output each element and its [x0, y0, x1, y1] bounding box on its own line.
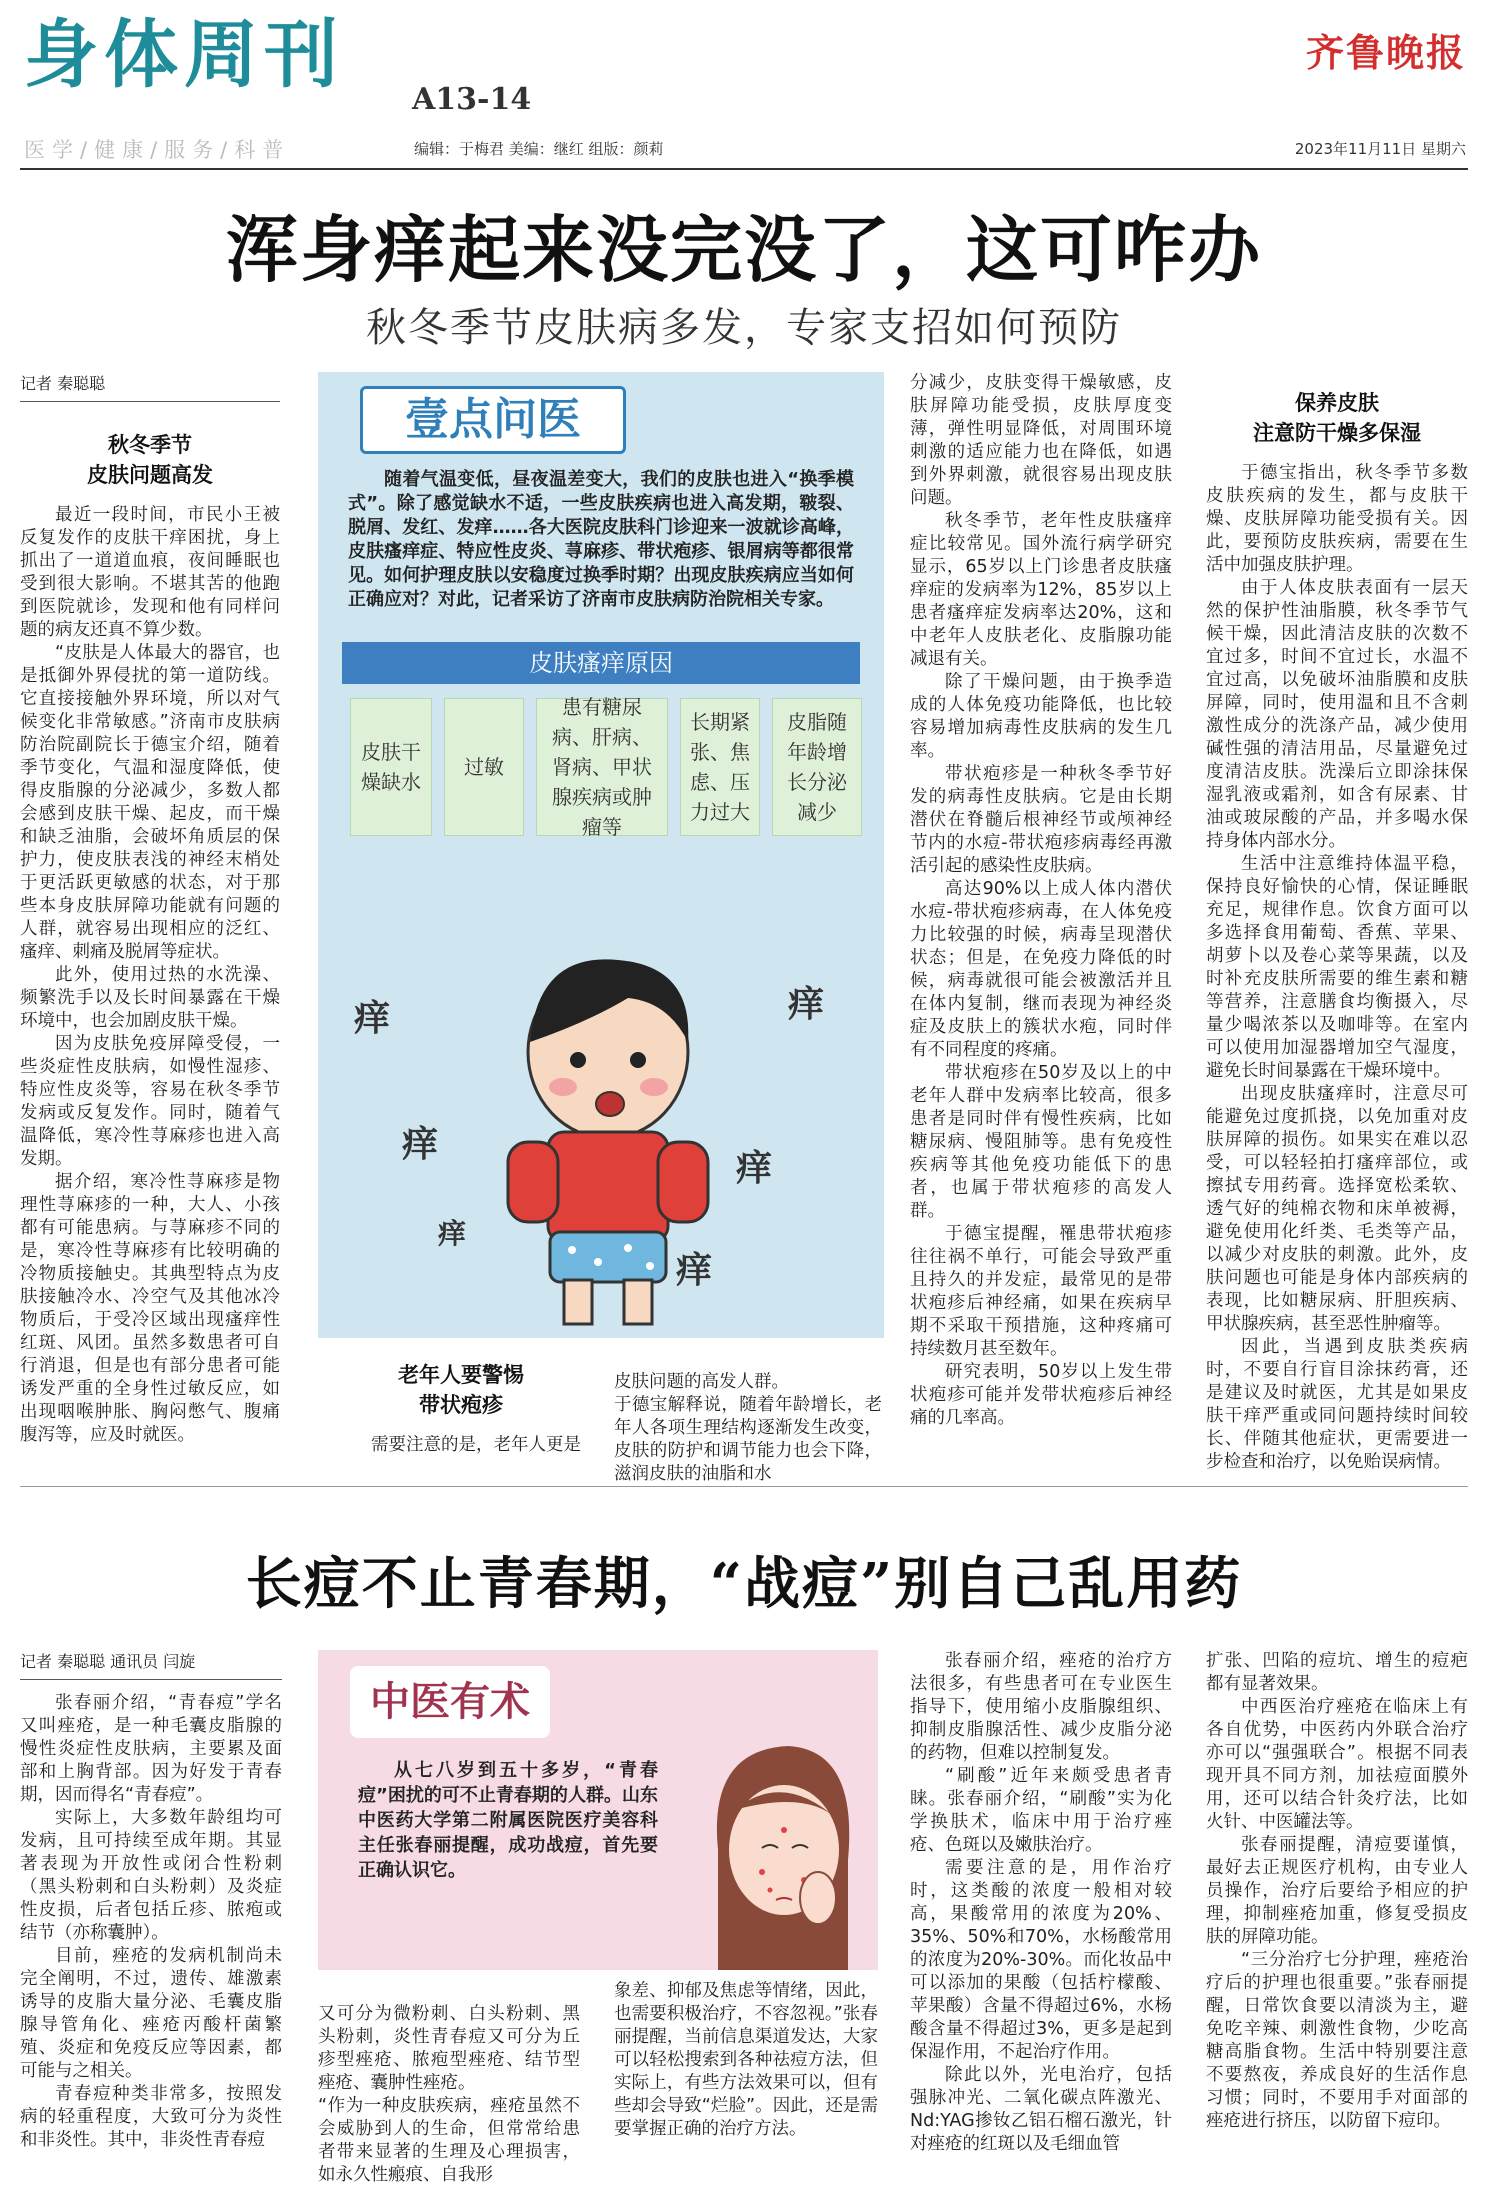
paragraph: “皮肤是人体最大的器官，也是抵御外界侵扰的第一道防线。它直接接触外界环境，所以对气候变化非常敏感。”济南市皮肤病防治院副院长于德宝介绍，随着季节变化，气温和湿度降低，使得皮脂腺的分泌减少，多数人都会感到皮肤干燥、起皮，而干燥和缺乏油脂，会破坏角质层的保护力，使皮肤表浅的神经末梢处于更活跃更敏感的状态，对于那些本身皮肤屏障功能就有问题的人群，就容易出现相应的泛红、瘙痒、刺痛及脱屑等症状。 [20, 643, 280, 962]
paragraph: 中西医治疗痤疮在临床上有各自优势，中医药内外联合治疗亦可以“强强联合”。根据不同表现开具不同方剂，加祛痘面膜外用，还可以结合针灸疗法，比如火针、中医罐法等。 [1206, 1697, 1468, 1832]
article1-subhead: 秋冬季节皮肤病多发，专家支招如何预防 [366, 305, 1122, 351]
cause-disease: 患有糖尿病、肝病、肾病、甲状腺疾病或肿瘤等 [536, 698, 668, 836]
section-heading-autumn: 秋冬季节 皮肤问题高发 [87, 433, 213, 487]
paragraph: 除此以外，光电治疗，包括强脉冲光、二氧化碳点阵激光、Nd:YAG掺钕乙铝石榴石激光，针对痤疮的红斑以及毛细血管 [910, 2065, 1172, 2154]
paragraph: “刷酸”近年来颇受患者青睐。张春丽介绍，“刷酸”实为化学换肤术，临床中用于治疗痤疮、色斑以及嫩肤治疗。 [910, 1766, 1172, 1855]
article2-column-5 [1206, 1650, 1468, 2170]
cause-allergy: 过敏 [444, 698, 524, 836]
paragraph: 张春丽介绍，“青春痘”学名又叫痤疮，是一种毛囊皮脂腺的慢性炎症性皮肤病，主要累及面部和上胸背部。因为好发于青春期，因而得名“青春痘”。 [20, 1693, 282, 1805]
article1-column-2 [336, 1350, 586, 1462]
article1-column-1 [20, 372, 280, 1462]
section-subtitle: 医学/健康/服务/科普 [24, 138, 291, 162]
article1-column-3 [614, 1348, 882, 1484]
issue-date: 2023年11月11日 星期六 [1294, 140, 1466, 158]
box-title: 中医有术 [350, 1666, 550, 1738]
article2-column-4 [910, 1650, 1172, 2170]
paragraph: 据介绍，寒冷性荨麻疹是物理性荨麻疹的一种，大人、小孩都有可能患病。与荨麻疹不同的是，寒冷性荨麻疹有比较明确的冷物质接触史。其典型特点为皮肤接触冷水、冷空气及其他冰冷物质后，于受冷区域出现瘙痒性红斑、风团。虽然多数患者可自行消退，但是也有部分患者可能诱发严重的全身性过敏反应，如出现咽喉肿胀、胸闷憋气、腹痛腹泻等，应及时就医。 [20, 1172, 280, 1445]
paragraph: 实际上，大多数年龄组均可发病，且可持续至成年期。其显著表现为开放性或闭合性粉刺（黑头粉刺和白头粉刺）及炎症性皮损，后者包括丘疹、脓疱或结节（亦称囊肿）。 [20, 1808, 282, 1943]
paragraph: 象差、抑郁及焦虑等情绪，因此，也需要积极治疗，不容忽视。”张春丽提醒，当前信息渠道发达，大家可以轻松搜索到各种祛痘方法，但实际上，有些方法效果可以，但有些却会导致“烂脸”。因此，还是需要掌握正确的治疗方法。 [614, 1981, 878, 2139]
cause-aging: 皮脂随年龄增长分泌减少 [772, 698, 862, 836]
paragraph: 因为皮肤免疫屏障受侵，一些炎症性皮肤病，如慢性湿疹、特应性皮炎等，容易在秋冬季节发病或反复发作。同时，随着气温降低，寒冷性荨麻疹也进入高发期。 [20, 1034, 280, 1169]
editor-credits: 编辑：于梅君 美编：继红 组版：颜莉 [414, 140, 664, 158]
section-heading-skincare: 保养皮肤 注意防干燥多保湿 [1253, 391, 1421, 445]
itch-label: 痒 [676, 1249, 713, 1291]
paragraph: 由于人体皮肤表面有一层天然的保护性油脂膜，秋冬季节气候干燥，因此清洁皮肤的次数不宜过多，时间不宜过长，水温不宜过高，以免破坏油脂膜和皮肤屏障，同时，使用温和且不含刺激性成分的洗涤产品，减少使用碱性强的清洁用品，尽量避免过度清洁皮肤。洗澡后立即涂抹保湿乳液或霜剂，如含有尿素、甘油或玻尿酸的产品，并多喝水保持身体内部水分。 [1206, 578, 1468, 851]
section-title: 身体周刊 [24, 12, 344, 98]
paragraph: 带状疱疹在50岁及以上的中老年人群中发病率比较高，很多患者是同时伴有慢性疾病，比如糖尿病、慢阻肺等。患有免疫性疾病等其他免疫功能低下的患者，也属于带状疱疹的高发人群。 [910, 1063, 1172, 1221]
article2-column-2 [318, 1980, 580, 2185]
paragraph: 高达90%以上成人体内潜伏水痘-带状疱疹病毒，在人体免疫力比较强的时候，病毒呈现潜伏状态；但是，在免疫力降低的时候，病毒就很可能会被激活并且在体内复制，继而表现为神经炎症及皮肤上的簇状水疱，同时伴有不同程度的疼痛。 [910, 879, 1172, 1060]
newspaper-logo: 齐鲁晚报 [1305, 30, 1466, 75]
paragraph: 带状疱疹是一种秋冬季节好发的病毒性皮肤病。它是由长期潜伏在脊髓后根神经节或颅神经节内的水痘-带状疱疹病毒经再激活引起的感染性皮肤病。 [910, 764, 1172, 876]
paragraph: 于德宝指出，秋冬季节多数皮肤疾病的发生，都与皮肤干燥、皮肤屏障功能受损有关。因此，要预防皮肤疾病，需要在生活中加强皮肤护理。 [1206, 463, 1468, 575]
paragraph: 扩张、凹陷的痘坑、增生的痘疤都有显著效果。 [1206, 1651, 1468, 1694]
box-intro: 从七八岁到五十多岁，“青春痘”困扰的可不止青春期的人群。山东中医药大学第二附属医院医疗美容科主任张春丽提醒，成功战痘，首先要正确认识它。 [358, 1760, 658, 1881]
paragraph: 目前，痤疮的发病机制尚未完全阐明，不过，遗传、雄激素诱导的皮脂大量分泌、毛囊皮脂腺导管角化、痤疮丙酸杆菌繁殖、炎症和免疫反应等因素，都可能与之相关。 [20, 1946, 282, 2081]
paragraph: 出现皮肤瘙痒时，注意尽可能避免过度抓挠，以免加重对皮肤屏障的损伤。如果实在难以忍受，可以轻轻拍打瘙痒部位，或擦拭专用药膏。选择宽松柔软、透气好的纯棉衣物和床单被褥，避免使用化纤类、毛类等产品，以减少对皮肤的刺激。此外，皮肤问题也可能是身体内部疾病的表现，比如糖尿病、肝胆疾病、甲状腺疾病，甚至恶性肿瘤等。 [1206, 1084, 1468, 1334]
article2-column-3 [614, 1980, 878, 2170]
box-intro: 随着气温变低，昼夜温差变大，我们的皮肤也进入“换季模式”。除了感觉缺水不适，一些皮肤疾病也进入高发期，皲裂、脱屑、发红、发痒……各大医院皮肤科门诊迎来一波就诊高峰，皮肤瘙痒症、特应性皮炎、荨麻疹、带状疱疹、银屑病等都很常见。如何护理皮肤以安稳度过换季时期？出现皮肤疾病应当如何正确应对？对此，记者采访了济南市皮肤病防治院相关专家。 [348, 469, 854, 610]
paragraph: 研究表明，50岁以上发生带状疱疹可能并发带状疱疹后神经痛的几率高。 [910, 1362, 1172, 1428]
paragraph: 又可分为微粉刺、白头粉刺、黑头粉刺，炎性青春痘又可分为丘疹型痤疮、脓疱型痤疮、结节型痤疮、囊肿性痤疮。 “作为一种皮肤疾病，痤疮虽然不会威胁到人的生命，但常常给患者带来显著的生理及心理损害，如永久性瘢痕、自我形 [318, 2004, 580, 2185]
info-box-ask-doctor [318, 372, 884, 1338]
paragraph: 秋冬季节，老年性皮肤瘙痒症比较常见。国外流行病学研究显示，65岁以上门诊患者皮肤瘙痒症的发病率为12%，85岁以上患者瘙痒症发病率达20%，这和中老年人皮肤老化、皮脂腺功能减退有关。 [910, 511, 1172, 669]
paragraph: 因此，当遇到皮肤类疾病时，不要自行盲目涂抹药膏，还是建议及时就医，尤其是如果皮肤干痒严重或同问题持续时间较长、伴随其他症状，更需要进一步检查和治疗，以免贻误病情。 [1206, 1337, 1468, 1472]
article1-column-5 [1206, 372, 1468, 1472]
article-divider [20, 1486, 1468, 1487]
itch-label: 痒 [736, 1147, 773, 1189]
section-heading-elderly: 老年人要警惕 带状疱疹 [398, 1363, 524, 1417]
itch-label: 痒 [354, 997, 391, 1039]
cause-dry-skin: 皮肤干燥缺水 [350, 698, 432, 836]
paragraph: 张春丽介绍，痤疮的治疗方法很多，有些患者可在专业医生指导下，使用缩小皮脂腺组织、抑制皮脂腺活性、减少皮脂分泌的药物，但难以控制复发。 [910, 1651, 1172, 1763]
paragraph: 此外，使用过热的水洗澡、频繁洗手以及长时间暴露在干燥环境中，也会加剧皮肤干燥。 [20, 965, 280, 1031]
article2-byline: 记者 秦聪聪 通讯员 闫旋 [20, 1650, 282, 1680]
itch-label: 痒 [402, 1123, 439, 1165]
itch-label: 痒 [438, 1217, 467, 1250]
article2-headline: 长痘不止青春期，“战痘”别自己乱用药 [245, 1551, 1243, 1617]
article1-byline: 记者 秦聪聪 [20, 372, 280, 402]
paragraph: 生活中注意维持体温平稳，保持良好愉快的心情，保证睡眠充足，规律作息。饮食方面可以多选择食用葡萄、香蕉、苹果、胡萝卜以及卷心菜等果蔬，以及时补充皮肤所需要的维生素和糖等营养，注意膳食均衡摄入，尽量少喝浓茶以及咖啡等。在室内可以使用加湿器增加空气湿度，避免长时间暴露在干燥环境中。 [1206, 854, 1468, 1081]
paragraph: 于德宝提醒，罹患带状疱疹往往祸不单行，可能会导致严重且持久的并发症，最常见的是带状疱疹后神经痛，如果在疾病早期不采取干预措施，这种疼痛可持续数月甚至数年。 [910, 1224, 1172, 1359]
article2-column-1 [20, 1650, 282, 2170]
paragraph: 皮肤问题的高发人群。 于德宝解释说，随着年龄增长，老年人各项生理结构逐渐发生改变，皮肤的防护和调节能力也会下降，滋润皮肤的油脂和水 [614, 1372, 882, 1484]
causes-title: 皮肤瘙痒原因 [342, 642, 860, 684]
paragraph: 青春痘种类非常多，按照发病的轻重程度，大致可分为炎性和非炎性。其中，非炎性青春痘 [20, 2084, 282, 2150]
info-box-tcm [318, 1650, 878, 1970]
paragraph: 分减少，皮肤变得干燥敏感，皮肤屏障功能受损，皮肤厚度变薄，弹性明显降低，对周围环境刺激的适应能力也在降低，如遇到外界刺激，就很容易出现皮肤问题。 [910, 373, 1172, 508]
article1-headline: 浑身痒起来没完没了，这可咋办 [225, 207, 1262, 292]
paragraph: “三分治疗七分护理，痤疮治疗后的护理也很重要。”张春丽提醒，日常饮食要以清淡为主，避免吃辛辣、刺激性食物，少吃高糖高脂食物。生活中特别要注意不要熬夜，养成良好的生活作息习惯；同时，不要用手对面部的痤疮进行挤压，以防留下痘印。 [1206, 1950, 1468, 2131]
article1-column-4 [910, 372, 1172, 1462]
acne-girl-illustration [688, 1730, 868, 1970]
paragraph: 需要注意的是，用作治疗时，这类酸的浓度一般相对较高，果酸常用的浓度为20%、35%、50%和70%，水杨酸常用的浓度为20%-30%。而化妆品中可以添加的果酸（包括柠檬酸、苹果酸）含量不得超过6%，水杨酸含量不得超过3%，更多是起到保湿作用，不起治疗作用。 [910, 1858, 1172, 2062]
paragraph: 需要注意的是，老年人更是 [371, 1435, 581, 1455]
itch-label: 痒 [788, 983, 825, 1025]
cause-stress: 长期紧张、焦虑、压力过大 [680, 698, 760, 836]
paragraph: 张春丽提醒，清痘要谨慎，最好去正规医疗机构，由专业人员操作，治疗后要给予相应的护理，抑制痤疮加重，修复受损皮肤的屏障功能。 [1206, 1835, 1468, 1947]
masthead-rule [20, 168, 1468, 170]
paragraph: 最近一段时间，市民小王被反复发作的皮肤干痒困扰，身上抓出了一道道血痕，夜间睡眠也受到很大影响。不堪其苦的他跑到医院就诊，发现和他有同样问题的病友还真不算少数。 [20, 505, 280, 640]
paragraph: 除了干燥问题，由于换季造成的人体免疫功能降低，也比较容易增加病毒性皮肤病的发生几率。 [910, 672, 1172, 761]
page-number: A13-14 [412, 82, 532, 117]
box-title: 壹点问医 [360, 386, 626, 454]
